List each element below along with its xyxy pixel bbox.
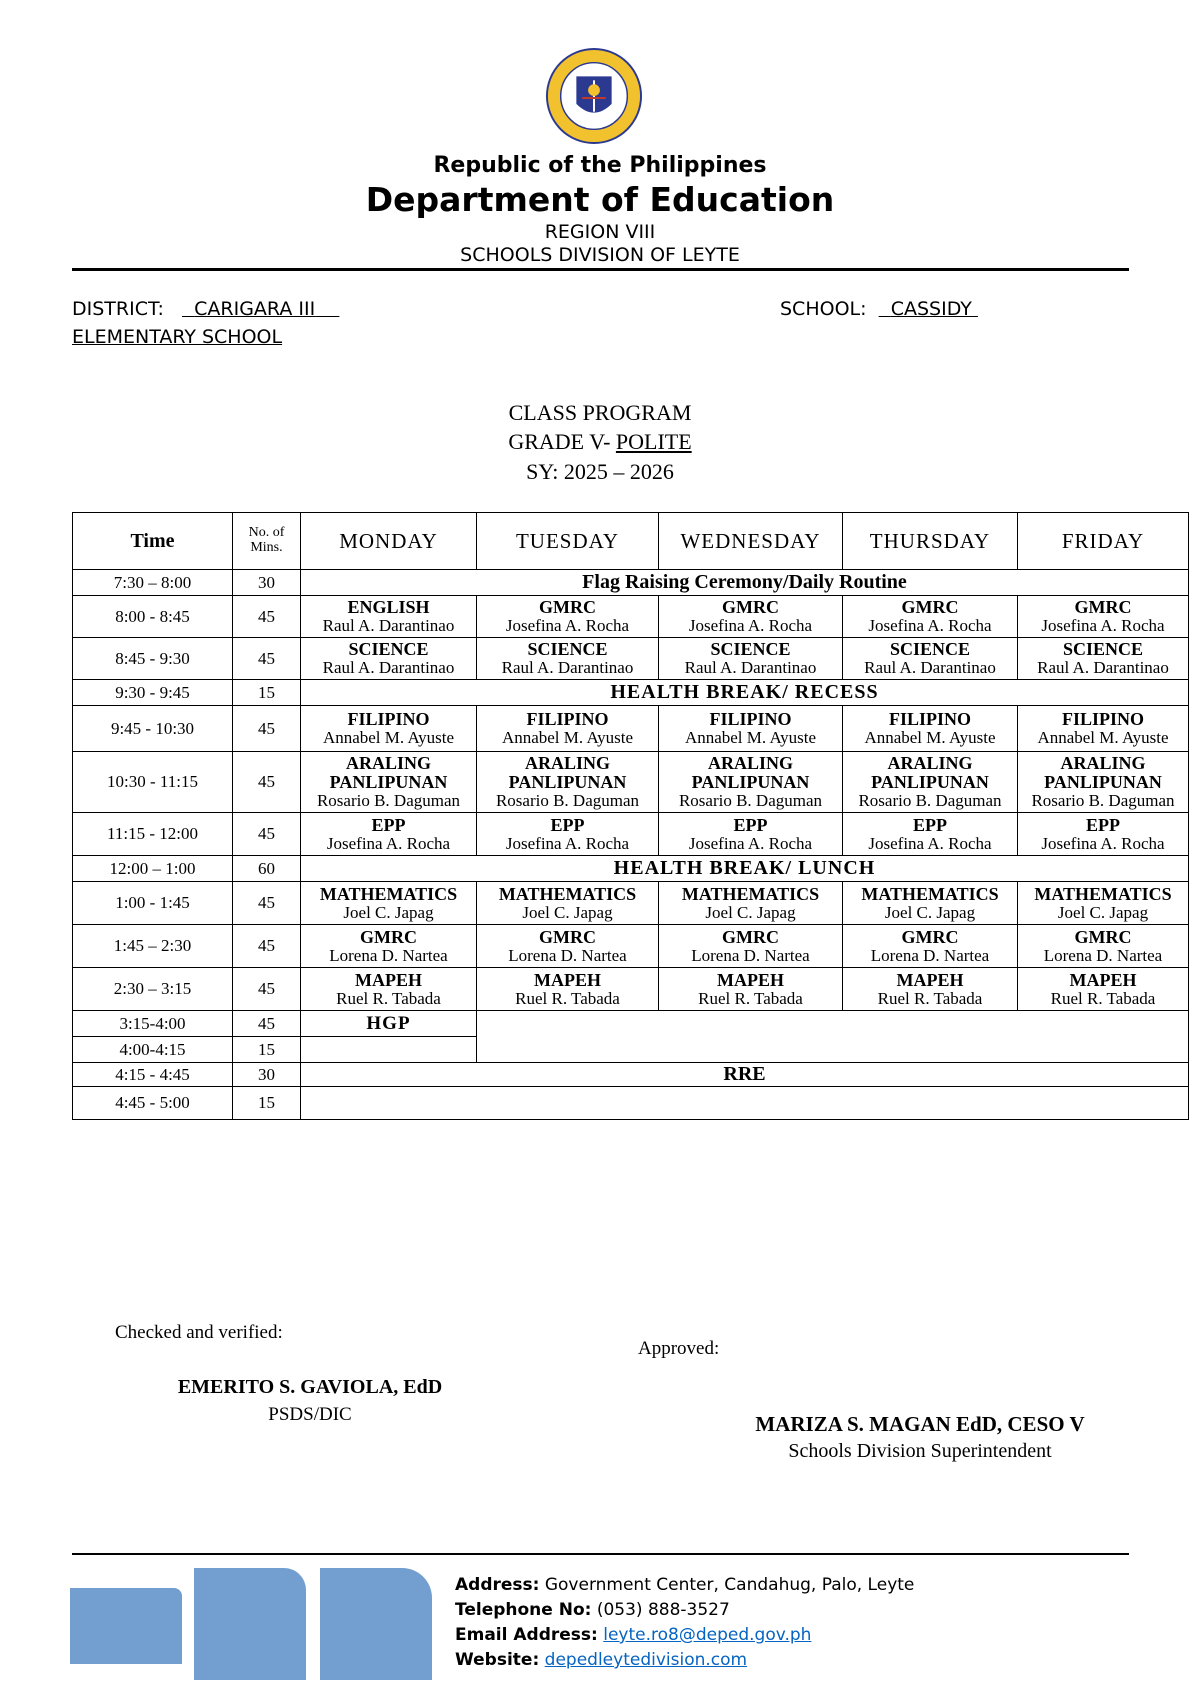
mins-cell: 45 [233,706,301,752]
teacher-label: Annabel M. Ayuste [501,728,634,748]
mins-cell: 15 [233,1087,301,1120]
teacher-label: Josefina A. Rocha [868,833,992,853]
school-value: CASSIDY [890,298,972,320]
teacher-label: Raul A. Darantinao [322,616,455,636]
footer-divider [72,1553,1129,1555]
schedule-cell [1018,882,1189,925]
checker-position: PSDS/DIC [268,1404,352,1425]
schedule-cell [1018,752,1189,813]
subject-label: SCIENCE [527,639,608,660]
teacher-label: Joel C. Japag [343,902,434,922]
teacher-label: Rosario B. Daguman [678,790,823,810]
subject-label: FILIPINO [888,709,971,730]
time-cell: 11:15 - 12:00 [73,813,233,856]
subject-label: ARALING PANLIPUNAN [508,753,627,793]
republic-heading: Republic of the Philippines [433,153,767,178]
time-cell: 4:45 - 5:00 [73,1087,233,1120]
subject-label: EPP [550,814,585,835]
teacher-label: Ruel R. Tabada [515,988,620,1008]
teacher-label: Annabel M. Ayuste [864,728,996,748]
subject-label: MAPEH [355,969,422,990]
table-row [73,925,1189,968]
teacher-label: Ruel R. Tabada [336,988,441,1008]
footer-logo-3 [320,1568,432,1680]
subject-label: EPP [1086,814,1120,835]
teacher-label: Annabel M. Ayuste [1037,728,1169,748]
website-link[interactable]: depedleytedivision.com [544,1650,748,1670]
table-row [73,706,1189,752]
section-name: POLITE [615,429,692,454]
subject-label: MAPEH [717,969,784,990]
time-cell: 12:00 – 1:00 [73,856,233,882]
teacher-label: Josefina A. Rocha [326,833,451,853]
division-heading: SCHOOLS DIVISION OF LEYTE [460,244,740,266]
schedule-cell [843,925,1018,968]
footer-email: Email Address: leyte.ro8@deped.gov.ph [455,1625,812,1645]
grade-section: GRADE V- POLITE [508,429,692,454]
schedule-cell [659,706,843,752]
footer-address: Address: Government Center, Candahug, Palo, Leyte [455,1575,915,1595]
header-tuesday: TUESDAY [477,513,659,570]
hgp-cell: HGP [301,1011,477,1037]
mins-cell: 30 [233,570,301,596]
teacher-label: Annabel M. Ayuste [322,728,455,748]
deped-seal-logo [545,47,643,145]
teacher-label: Josefina A. Rocha [505,616,630,636]
teacher-label: Josefina A. Rocha [868,616,992,636]
subject-label: MAPEH [534,969,601,990]
subject-label: SCIENCE [1062,639,1144,660]
time-cell: 1:00 - 1:45 [73,882,233,925]
schedule-cell [843,968,1018,1011]
subject-label: MATHEMATICS [861,883,999,904]
time-cell: 9:30 - 9:45 [73,680,233,706]
table-row [73,968,1189,1011]
teacher-label: Annabel M. Ayuste [684,728,817,748]
table-row [73,596,1189,638]
mins-cell: 45 [233,1011,301,1037]
district-line [72,298,339,320]
school-value-continued: ELEMENTARY SCHOOL [72,326,283,348]
subject-label: GMRC [360,926,417,947]
schedule-cell [1018,706,1189,752]
teacher-label: Ruel R. Tabada [877,988,983,1008]
footer-telephone: Telephone No: (053) 888-3527 [455,1600,730,1620]
teacher-label: Raul A. Darantinao [864,658,996,678]
schedule-cell [1018,925,1189,968]
schedule-cell [843,638,1018,680]
checker-name: EMERITO S. GAVIOLA, EdD [177,1376,443,1398]
schedule-cell [659,968,843,1011]
approver-name: MARIZA S. MAGAN EdD, CESO V [755,1412,1085,1436]
time-cell: 8:00 - 8:45 [73,596,233,638]
subject-label: GMRC [539,926,596,947]
class-schedule-table [72,512,1189,1120]
subject-label: MAPEH [1069,969,1137,990]
schedule-cell [477,882,659,925]
teacher-label: Josefina A. Rocha [505,833,630,853]
table-row [73,1063,1189,1087]
footer-logo-2 [194,1568,306,1680]
teacher-label: Rosario B. Daguman [1031,790,1175,810]
schedule-cell [659,638,843,680]
schedule-cell [477,596,659,638]
schedule-cell [1018,596,1189,638]
subject-label: FILIPINO [1061,709,1144,730]
subject-label: MATHEMATICS [319,883,458,904]
subject-label: GMRC [901,597,959,618]
header-wednesday: WEDNESDAY [659,513,843,570]
mins-cell: 30 [233,1063,301,1087]
schedule-cell [843,882,1018,925]
teacher-label: Josefina A. Rocha [1041,616,1165,636]
schedule-cell [843,596,1018,638]
schedule-cell [301,596,477,638]
teacher-label: Lorena D. Nartea [1043,945,1163,965]
teacher-label: Rosario B. Daguman [495,790,640,810]
schedule-cell [659,813,843,856]
district-value: CARIGARA III [194,298,316,320]
subject-label: MATHEMATICS [498,883,637,904]
mins-cell: 45 [233,925,301,968]
time-cell: 8:45 - 9:30 [73,638,233,680]
subject-label: MATHEMATICS [1034,883,1172,904]
subject-label: GMRC [1074,597,1132,618]
teacher-label: Josefina A. Rocha [688,616,813,636]
subject-label: ARALING PANLIPUNAN [1044,753,1162,793]
schedule-cell [843,752,1018,813]
footer-website: Website: depedleytedivision.com [455,1650,748,1670]
subject-label: FILIPINO [347,709,430,730]
subject-label: EPP [733,814,768,835]
schedule-cell [301,925,477,968]
header-monday: MONDAY [301,513,477,570]
header-friday: FRIDAY [1018,513,1189,570]
teacher-label: Lorena D. Nartea [691,945,810,965]
schedule-cell [659,882,843,925]
approver-position: Schools Division Superintendent [788,1440,1052,1462]
subject-label: ENGLISH [347,597,430,618]
teacher-label: Lorena D. Nartea [870,945,990,965]
schedule-cell [301,638,477,680]
teacher-label: Josefina A. Rocha [1041,833,1165,853]
subject-label: SCIENCE [889,639,971,660]
teacher-label: Josefina A. Rocha [688,833,813,853]
empty-cell [301,1037,477,1063]
schedule-cell [1018,638,1189,680]
teacher-label: Joel C. Japag [705,902,796,922]
time-cell: 3:15-4:00 [73,1011,233,1037]
schedule-cell [477,813,659,856]
email-link[interactable]: leyte.ro8@deped.gov.ph [603,1625,812,1645]
subject-label: GMRC [722,926,779,947]
teacher-label: Lorena D. Nartea [508,945,627,965]
empty-cell [477,1011,1189,1063]
subject-label: GMRC [539,597,596,618]
mins-cell: 45 [233,638,301,680]
district-label: DISTRICT: [72,298,164,320]
mins-cell: 45 [233,752,301,813]
time-cell: 4:00-4:15 [73,1037,233,1063]
subject-label: FILIPINO [709,709,792,730]
teacher-label: Ruel R. Tabada [1050,988,1156,1008]
time-cell: 10:30 - 11:15 [73,752,233,813]
time-cell: 1:45 – 2:30 [73,925,233,968]
table-header-row [73,513,1189,570]
region-heading: REGION VIII [544,221,656,243]
schedule-cell [659,925,843,968]
mins-cell: 15 [233,1037,301,1063]
mins-cell: 45 [233,968,301,1011]
teacher-label: Ruel R. Tabada [698,988,803,1008]
schedule-cell [477,925,659,968]
teacher-label: Lorena D. Nartea [329,945,448,965]
header-mins: No. of Mins. [233,513,301,570]
mins-cell: 15 [233,680,301,706]
schedule-cell [659,752,843,813]
checked-verified-label: Checked and verified: [115,1322,283,1343]
subject-label: MAPEH [896,969,964,990]
time-cell: 2:30 – 3:15 [73,968,233,1011]
subject-label: GMRC [1074,926,1132,947]
subject-label: GMRC [722,597,779,618]
department-heading: Department of Education [365,180,835,219]
table-row [73,882,1189,925]
schedule-cell [301,706,477,752]
footer-logo-1 [70,1588,182,1664]
approved-label: Approved: [638,1338,720,1359]
teacher-label: Rosario B. Daguman [858,790,1002,810]
schedule-cell [301,752,477,813]
teacher-label: Joel C. Japag [522,902,613,922]
recess-break-cell: HEALTH BREAK/ RECESS [301,680,1189,706]
header-thursday: THURSDAY [843,513,1018,570]
table-row [73,1087,1189,1120]
subject-label: MATHEMATICS [681,883,820,904]
subject-label: ARALING PANLIPUNAN [329,753,448,793]
teacher-label: Joel C. Japag [884,902,976,922]
mins-cell: 60 [233,856,301,882]
mins-cell: 45 [233,813,301,856]
table-row [73,752,1189,813]
header-divider [72,268,1129,271]
table-row [73,680,1189,706]
class-program-title: CLASS PROGRAM [508,400,692,425]
time-cell: 9:45 - 10:30 [73,706,233,752]
subject-label: SCIENCE [710,639,791,660]
teacher-label: Raul A. Darantinao [501,658,634,678]
header-time: Time [73,513,233,570]
schedule-cell [1018,813,1189,856]
schedule-cell [843,813,1018,856]
table-row [73,856,1189,882]
empty-cell [301,1087,1189,1120]
subject-label: EPP [913,814,947,835]
subject-label: GMRC [901,926,959,947]
teacher-label: Joel C. Japag [1057,902,1149,922]
schedule-cell [477,638,659,680]
time-cell: 4:15 - 4:45 [73,1063,233,1087]
school-label: SCHOOL: [780,298,867,320]
schedule-cell [477,752,659,813]
schedule-cell [477,706,659,752]
schedule-cell [477,968,659,1011]
subject-label: ARALING PANLIPUNAN [691,753,810,793]
schedule-cell [301,882,477,925]
table-row [73,813,1189,856]
subject-label: ARALING PANLIPUNAN [871,753,989,793]
teacher-label: Raul A. Darantinao [322,658,455,678]
subject-label: SCIENCE [348,639,429,660]
subject-label: FILIPINO [526,709,609,730]
teacher-label: Raul A. Darantinao [1037,658,1169,678]
schedule-cell [301,813,477,856]
school-line [780,298,978,320]
rre-cell: RRE [301,1063,1189,1087]
table-row [73,570,1189,596]
table-row [73,1011,1189,1037]
schedule-cell [659,596,843,638]
teacher-label: Rosario B. Daguman [316,790,461,810]
table-row [73,638,1189,680]
mins-cell: 45 [233,882,301,925]
time-cell: 7:30 – 8:00 [73,570,233,596]
subject-label: EPP [371,814,406,835]
lunch-break-cell: HEALTH BREAK/ LUNCH [301,856,1189,882]
schedule-cell [1018,968,1189,1011]
flag-ceremony-cell: Flag Raising Ceremony/Daily Routine [301,570,1189,596]
mins-cell: 45 [233,596,301,638]
schedule-cell [843,706,1018,752]
teacher-label: Raul A. Darantinao [684,658,817,678]
school-year: SY: 2025 – 2026 [526,459,674,484]
schedule-cell [301,968,477,1011]
